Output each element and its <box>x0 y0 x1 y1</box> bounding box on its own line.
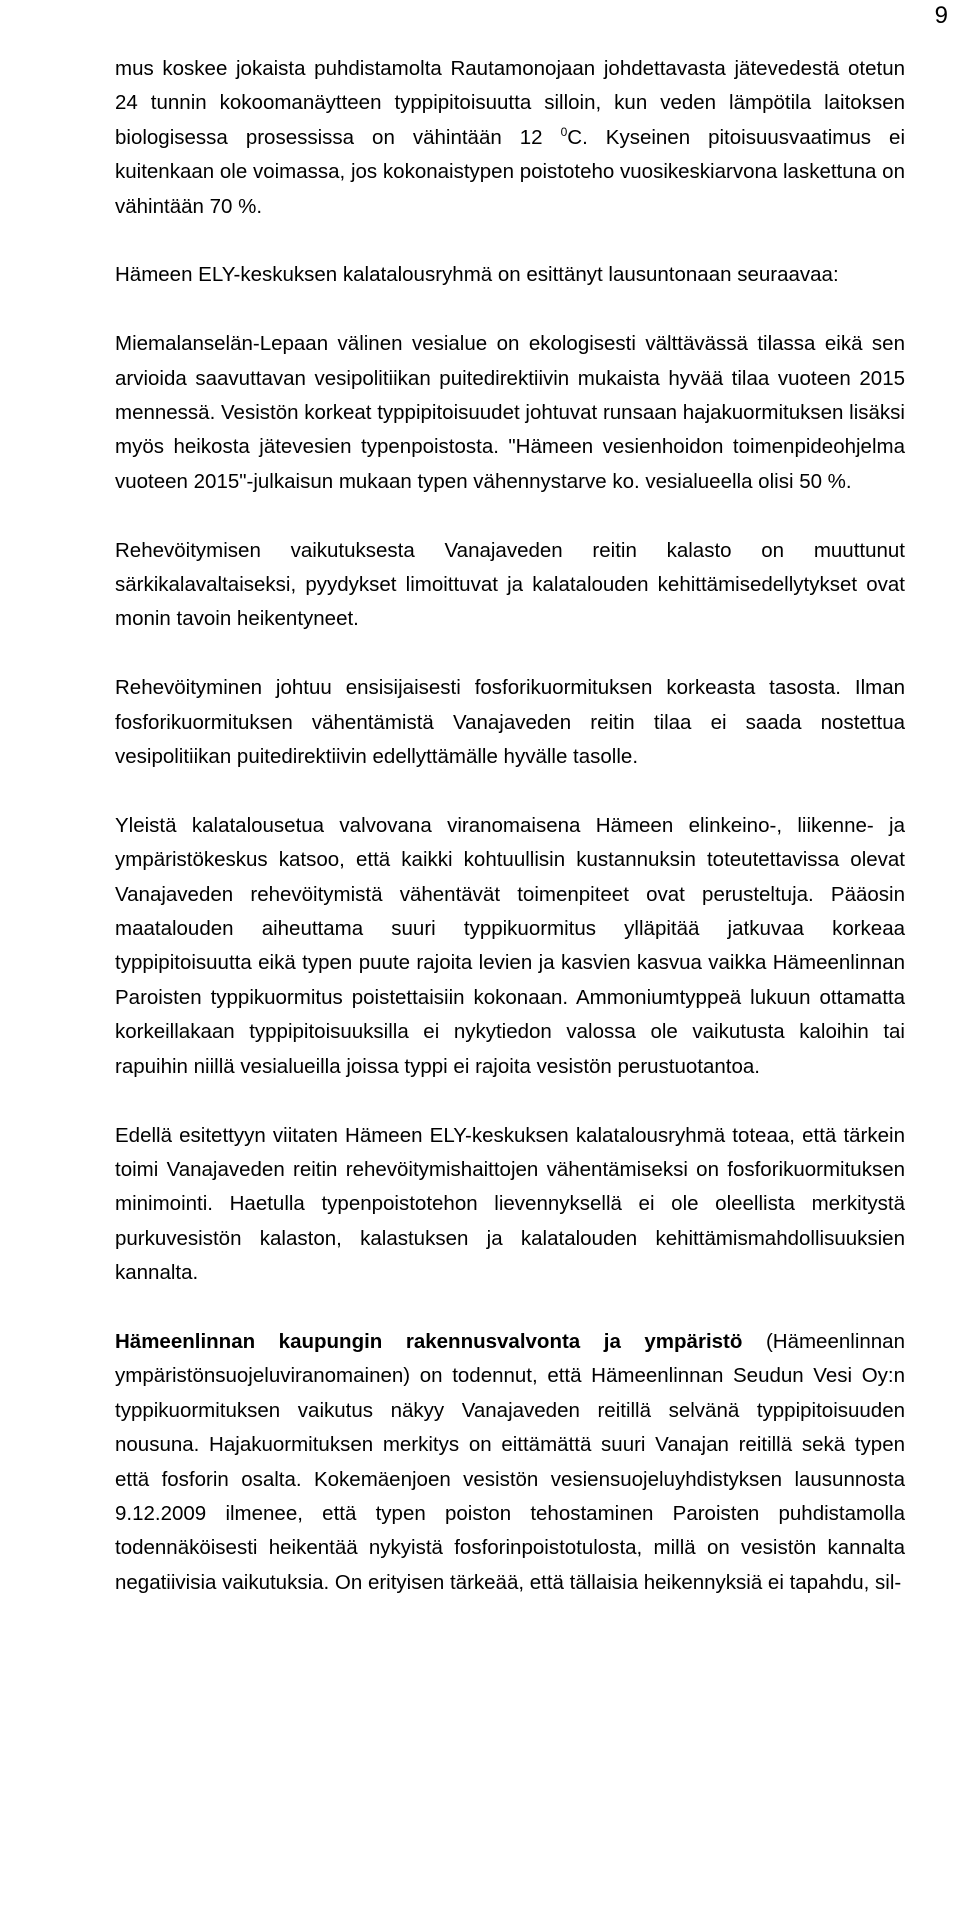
paragraph-1-text-a: mus koskee jokaista puhdistamolta Rautamonojaan johdettavasta jätevedestä otetun 24 tunnin kokoomanäytteen typpipitoisuutta silloin, kun veden lämpötila laitoksen biologisessa prosessissa on vähintään 12 <box>115 57 905 149</box>
paragraph-8 <box>115 1325 905 1600</box>
paragraph-1 <box>115 52 905 224</box>
page-number: 9 <box>934 2 948 29</box>
document-body <box>115 52 905 1600</box>
paragraph-6: Yleistä kalatalousetua valvovana viranomaisena Hämeen elinkeino-, liikenne- ja ympäristökeskus katsoo, että kaikki kohtuullisin kustannuksin toteutettavissa olevat Vanajaveden rehevöitymistä vähentävät toimenpiteet ovat perusteltuja. Pääosin maatalouden aiheuttama suuri typpikuormitus ylläpitää jatkuvaa korkeaa typpipitoisuutta eikä typen puute rajoita levien ja kasvien kasvua vaikka Hämeenlinnan Paroisten typpikuormitus poistettaisiin kokonaan. Ammoniumtyppeä lukuun ottamatta korkeillakaan typpipitoisuuksilla ei nykytiedon valossa ole vaikutusta kaloihin tai rapuihin niillä vesialueilla joissa typpi ei rajoita vesistön perustuotantoa. <box>115 813 905 1078</box>
paragraph-4: Rehevöitymisen vaikutuksesta Vanajaveden reitin kalasto on muuttunut särkikalavaltaiseksi, pyydykset limoittuvat ja kalatalouden kehittämisedellytykset ovat monin tavoin heikentyneet. <box>115 538 905 631</box>
paragraph-3: Miemalanselän-Lepaan välinen vesialue on ekologisesti välttävässä tilassa eikä sen arvioida saavuttavan vesipolitiikan puitedirektiivin mukaista hyvää tilaa vuoteen 2015 mennessä. Vesistön korkeat typpipitoisuudet johtuvat runsaan hajakuormituksen lisäksi myös heikosta jätevesien typenpoistosta. "Hämeen vesienhoidon toimenpideohjelma vuoteen 2015"-julkaisun mukaan typen vähennystarve ko. vesialueella olisi 50 %. <box>115 332 905 493</box>
paragraph-8-bold-heading: Hämeenlinnan kaupungin rakennusvalvonta ja ympäristö <box>115 1329 743 1353</box>
paragraph-1-superscript: 0 <box>560 124 568 139</box>
paragraph-1-text-b: C. Kyseinen pitoisuusvaatimus ei kuitenkaan ole voimassa, jos kokonaistypen poistoteho vuosikeskiarvona laskettuna on vähintään 70 %. <box>115 125 905 218</box>
paragraph-2: Hämeen ELY-keskuksen kalatalousryhmä on esittänyt lausuntonaan seuraavaa: <box>115 263 839 287</box>
paragraph-7: Edellä esitettyyn viitaten Hämeen ELY-keskuksen kalatalousryhmä toteaa, että tärkein toimi Vanajaveden reitin rehevöitymishaittojen vähentämiseksi on fosforikuormituksen minimointi. Haetulla typenpoistotehon lievennyksellä ei ole oleellista merkitystä purkuvesistön kalaston, kalastuksen ja kalatalouden kehittämismahdollisuuksien kannalta. <box>115 1123 905 1285</box>
paragraph-5: Rehevöityminen johtuu ensisijaisesti fosforikuormituksen korkeasta tasosta. Ilman fosforikuormituksen vähentämistä Vanajaveden reitin tilaa ei saada nostettua vesipolitiikan puitedirektiivin edellyttämälle hyvälle tasolle. <box>115 676 905 769</box>
paragraph-8-text: (Hämeenlinnan ympäristönsuojeluviranomainen) on todennut, että Hämeenlinnan Seudun Vesi Oy:n typpikuormituksen vaikutus näkyy Vanajaveden reitillä selvänä typpipitoisuuden nousuna. Hajakuormituksen merkitys on eittämättä suuri Vanajan reitillä sekä typen että fosforin osalta. Kokemäenjoen vesistön vesiensuojeluyhdistyksen lausunnosta 9.12.2009 ilmenee, että typen poiston tehostaminen Paroisten puhdistamolla todennäköisesti heikentää nykyistä fosforinpoistotulosta, millä on vesistön kannalta negatiivisia vaikutuksia. On erityisen tärkeää, että tällaisia heikennyksiä ei tapahdu, sil- <box>115 1329 905 1594</box>
